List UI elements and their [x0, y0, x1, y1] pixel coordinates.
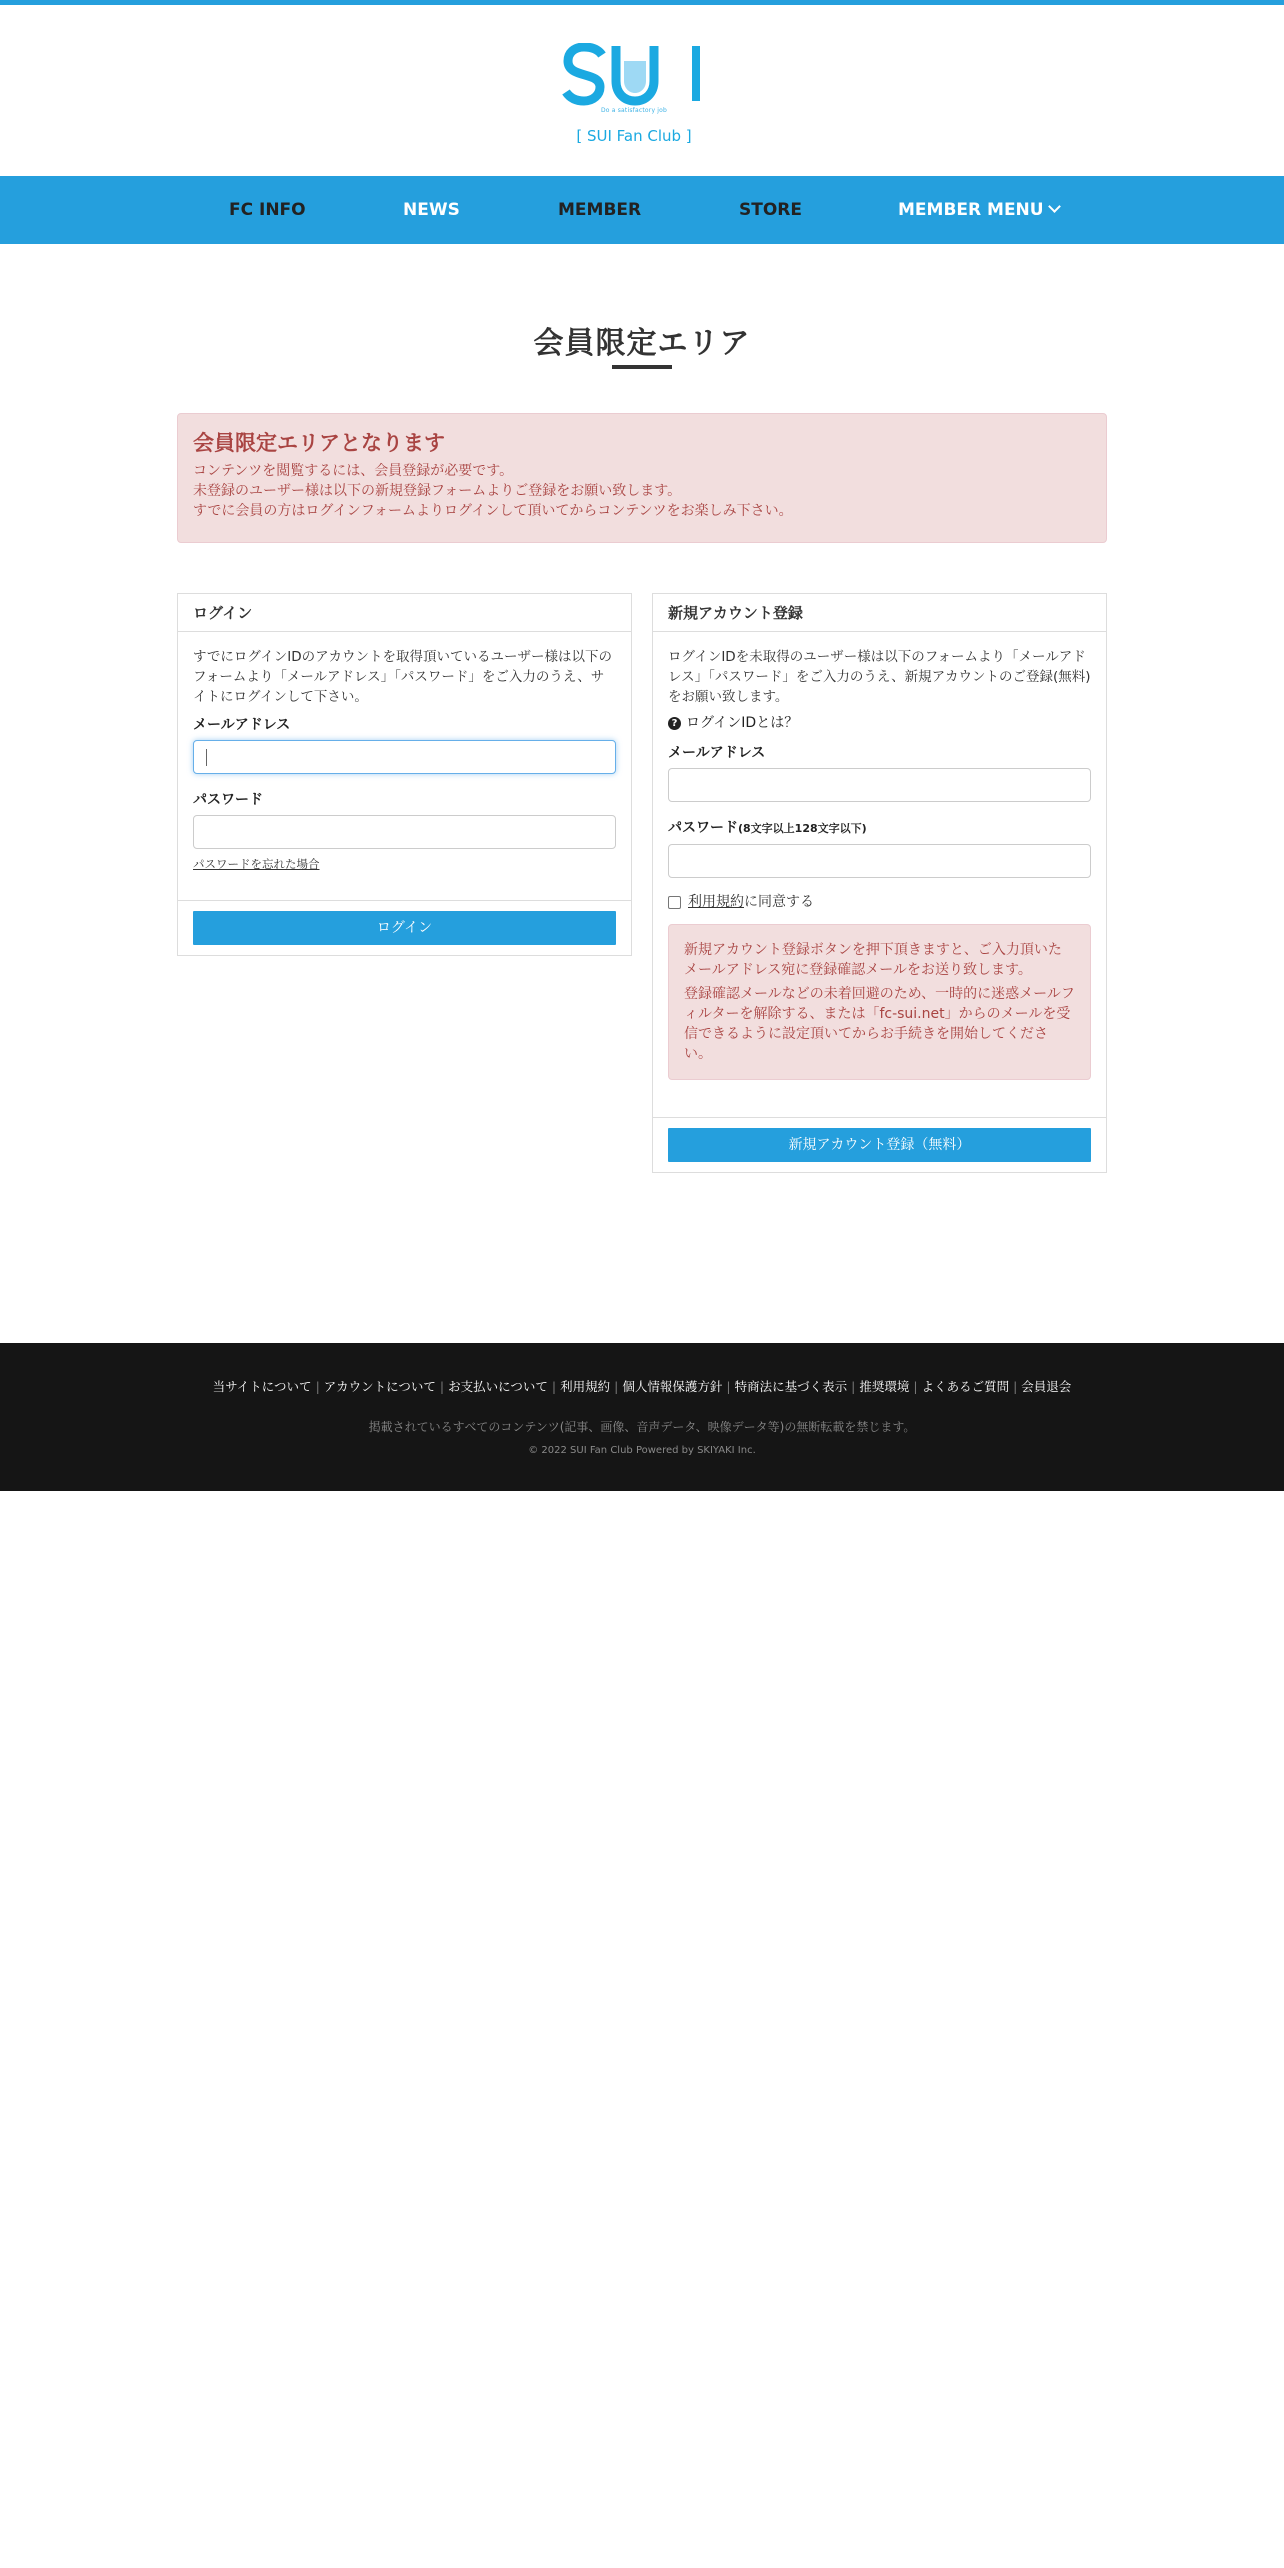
terms-agree-label: に同意する [744, 894, 814, 910]
nav-item-member-menu-label: MEMBER MENU [898, 200, 1044, 220]
login-panel [177, 593, 632, 956]
terms-agree-checkbox[interactable] [668, 896, 681, 909]
register-password-label-text: パスワード [668, 820, 738, 836]
page-title: 会員限定エリア [533, 326, 751, 361]
nav-item-fc-info[interactable]: FC INFO [229, 200, 306, 220]
login-email-input[interactable] [193, 740, 616, 774]
nav-item-store[interactable]: STORE [739, 200, 802, 220]
register-notice-2: 登録確認メールなどの未着回避のため、一時的に迷惑メールフィルターを解除する、または「fc-sui.net」からのメールを受信できるように設定頂いてからお手続きを開始してください。 [684, 986, 1075, 1062]
login-heading: ログイン [178, 594, 631, 632]
login-description: すでにログインIDのアカウントを取得頂いているユーザー様は以下のフォームより「メールアドレス」「パスワード」をご入力のうえ、サイトにログインして下さい。 [193, 649, 612, 705]
footer-link-payment[interactable]: お支払いについて [448, 1379, 548, 1394]
login-password-label: パスワード [193, 792, 263, 808]
footer-links: 当サイトについて | アカウントについて | お支払いについて | 利用規約 | 個人情報保護方針 | 特商法に基づく表示 | 推奨環境 | よくあるご質問 | 会員退会 [212, 1379, 1072, 1394]
question-circle-icon: ? [668, 717, 681, 730]
nav-item-member[interactable]: MEMBER [558, 200, 642, 220]
register-description: ログインIDを未取得のユーザー様は以下のフォームより「メールアドレス」「パスワード」をご入力のうえ、新規アカウントのご登録(無料)をお願い致します。 [668, 649, 1091, 705]
footer-link-faq[interactable]: よくあるご質問 [921, 1379, 1010, 1394]
main-nav [0, 176, 1284, 244]
logo-subtitle: [ SUI Fan Club ] [576, 127, 692, 145]
nav-item-member-menu[interactable] [898, 176, 1059, 244]
site-header [0, 5, 1284, 176]
register-heading: 新規アカウント登録 [653, 594, 1106, 632]
terms-agree-row [668, 892, 1091, 912]
footer-link-about[interactable]: 当サイトについて [212, 1379, 312, 1394]
footer-link-environment[interactable]: 推奨環境 [859, 1379, 910, 1394]
footer-link-withdraw[interactable]: 会員退会 [1021, 1379, 1072, 1394]
logo-tagline: Do a satisfactory job [600, 107, 668, 114]
footer-link-privacy[interactable]: 個人情報保護方針 [622, 1379, 723, 1394]
terms-link[interactable]: 利用規約 [688, 894, 744, 910]
alert-line-1: コンテンツを閲覧するには、会員登録が必要です。 [193, 463, 514, 479]
register-password-label [668, 818, 1091, 839]
footer-copyright: © 2022 SUI Fan Club Powered by SKIYAKI Inc. [528, 1445, 756, 1456]
site-logo[interactable] [562, 43, 706, 155]
sui-logo-mark [562, 43, 706, 107]
text-caret [206, 749, 207, 766]
alert-line-3: すでに会員の方はログインフォームよりログインして頂いてからコンテンツをお楽しみ下さい。 [193, 503, 793, 519]
register-password-hint: (8文字以上128文字以下) [738, 822, 867, 835]
register-notice [668, 924, 1091, 1080]
what-is-login-id-label: ログインIDとは？ [686, 715, 799, 731]
footer-link-terms[interactable]: 利用規約 [560, 1379, 611, 1394]
footer-link-account[interactable]: アカウントについて [323, 1379, 436, 1394]
footer-copyright-note: 掲載されているすべてのコンテンツ(記事、画像、音声データ、映像データ等)の無断転載を禁じます。 [368, 1420, 916, 1434]
register-email-input[interactable] [668, 768, 1091, 802]
register-password-input[interactable] [668, 844, 1091, 878]
title-underline [612, 365, 672, 369]
register-email-label: メールアドレス [668, 745, 766, 761]
members-only-alert [177, 413, 1107, 543]
login-password-input[interactable] [193, 815, 616, 849]
chevron-down-icon [1048, 200, 1061, 213]
register-panel [652, 593, 1107, 1173]
register-notice-1: 新規アカウント登録ボタンを押下頂きますと、ご入力頂いたメールアドレス宛に登録確認メールをお送り致します。 [684, 942, 1062, 978]
login-button[interactable]: ログイン [193, 911, 616, 945]
login-email-label: メールアドレス [193, 717, 291, 733]
forgot-password-link[interactable]: パスワードを忘れた場合 [193, 857, 320, 871]
alert-line-2: 未登録のユーザー様は以下の新規登録フォームよりご登録をお願い致します。 [193, 483, 682, 499]
site-footer [0, 1343, 1284, 1491]
nav-item-news[interactable]: NEWS [403, 200, 460, 220]
footer-link-commerce-law[interactable]: 特商法に基づく表示 [734, 1379, 848, 1394]
alert-heading: 会員限定エリアとなります [193, 431, 445, 455]
register-button[interactable]: 新規アカウント登録（無料） [668, 1128, 1091, 1162]
what-is-login-id-link[interactable] [668, 713, 1091, 733]
